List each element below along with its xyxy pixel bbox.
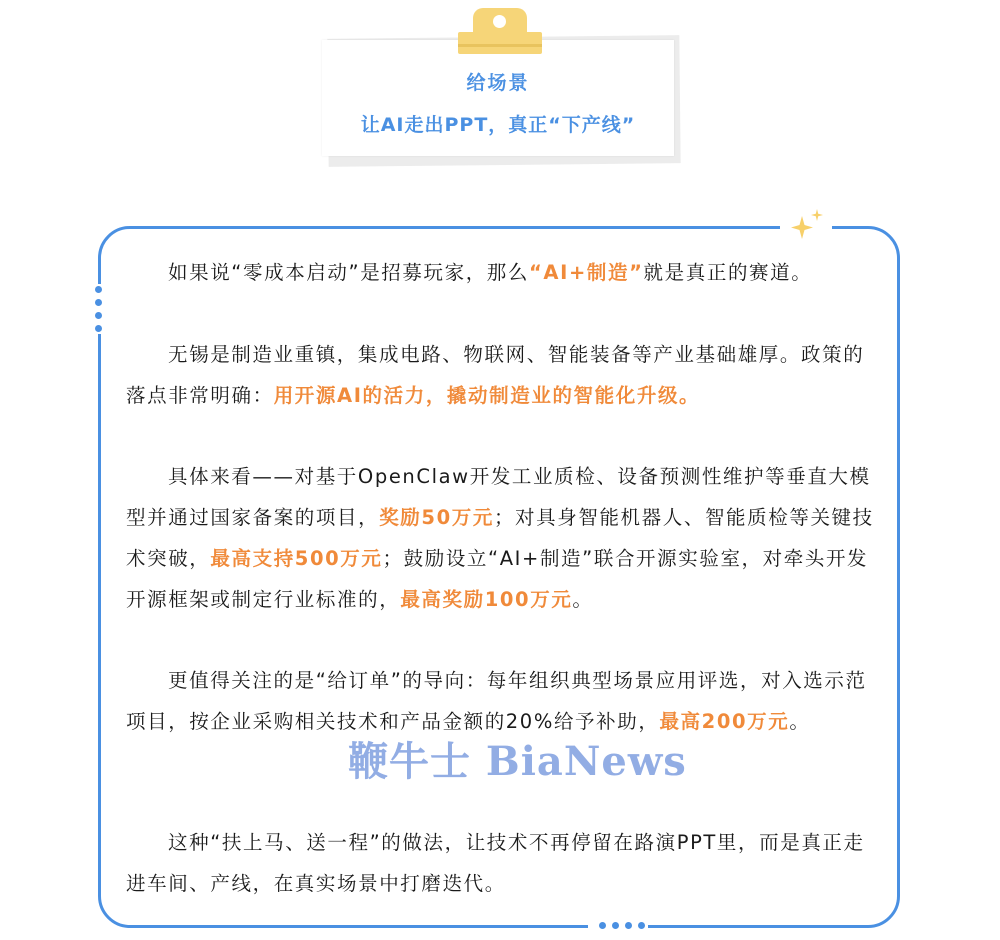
sparkle-icon [788, 206, 828, 242]
section-subtitle: 让AI走出PPT，真正“下产线” [360, 114, 636, 136]
highlight-text: “AI+制造” [529, 261, 644, 284]
paper-clip-icon [458, 8, 542, 54]
highlight-text: 最高奖励100万元 [400, 588, 573, 611]
paragraph-4: 更值得关注的是“给订单”的导向：每年组织典型场景应用评选，对入选示范项目，按企业采购相关技术和产品金额的20%给予补助，最高200万元。 [126, 669, 867, 733]
highlight-text: 奖励50万元 [379, 506, 494, 529]
paragraph-5: 这种“扶上马、送一程”的做法，让技术不再停留在路演PPT里，而是真正走进车间、产线，在真实场景中打磨迭代。 [126, 831, 865, 895]
paragraph-1: 如果说“零成本启动”是招募玩家，那么“AI+制造”就是真正的赛道。 [168, 261, 813, 284]
section-title: 给场景 [466, 72, 530, 94]
highlight-text: 最高200万元 [659, 710, 790, 733]
note-card [322, 40, 674, 156]
paragraph-2: 无锡是制造业重镇，集成电路、物联网、智能装备等产业基础雄厚。政策的落点非常明确：用开源AI的活力，撬动制造业的智能化升级。 [126, 343, 865, 407]
paragraph-3: 具体来看——对基于OpenClaw开发工业质检、设备预测性维护等垂直大模型并通过国家备案的项目，奖励50万元；对具身智能机器人、智能质检等关键技术突破，最高支持500万元；鼓励设立“AI+制造”联合开源实验室，对牵头开发开源框架或制定行业标准的，最高奖励100万元。 [126, 465, 874, 611]
highlight-text: 最高支持500万元 [210, 547, 383, 570]
highlight-text: 用开源AI的活力，撬动制造业的智能化升级。 [273, 384, 701, 407]
watermark: 鞭牛士 BiaNews [348, 738, 687, 785]
